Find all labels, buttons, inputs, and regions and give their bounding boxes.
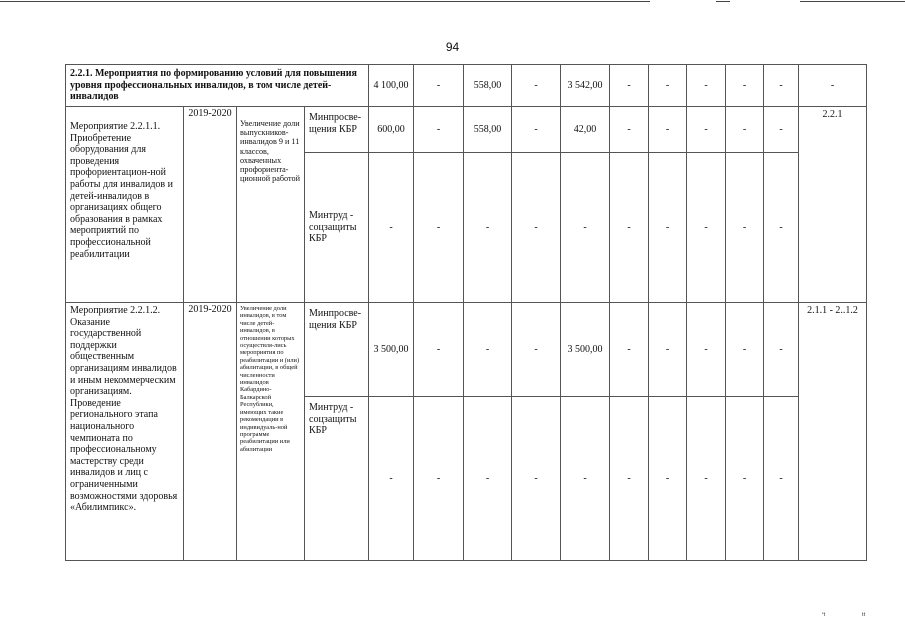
measure-years: 2019-2020 (184, 303, 237, 561)
measure-years: 2019-2020 (184, 107, 237, 303)
value-cell: - (561, 397, 610, 561)
value-cell: - (764, 303, 799, 397)
value-cell: - (649, 107, 687, 153)
executor-name: Минтруд - соцзащиты КБР (305, 153, 369, 303)
value-cell: - (414, 397, 464, 561)
top-rule-mid (716, 1, 730, 2)
value-cell: - (561, 153, 610, 303)
measure-name: Мероприятие 2.2.1.1. Приобретение оборудования для проведения профориентацион-ной работы для инвалидов и детей-инвалидов в организациях общего образования в рамках мероприятий по профессиональной реабилитации (66, 107, 184, 303)
section-row (66, 65, 867, 107)
value-cell: - (512, 303, 561, 397)
executor-name: Минпросве-щения КБР (305, 303, 369, 397)
value-cell: - (726, 107, 764, 153)
program-table (65, 64, 867, 561)
section-value: - (610, 65, 649, 107)
value-cell: - (464, 397, 512, 561)
value-cell: - (414, 303, 464, 397)
value-cell: - (369, 397, 414, 561)
section-value: - (726, 65, 764, 107)
value-cell: - (512, 397, 561, 561)
section-value: - (414, 65, 464, 107)
value-cell: - (764, 107, 799, 153)
page-number: 94 (445, 40, 460, 54)
value-cell: - (687, 107, 726, 153)
table-row (66, 303, 867, 397)
value-cell: 3 500,00 (369, 303, 414, 397)
value-cell: 42,00 (561, 107, 610, 153)
indicator-code: 2.1.1 - 2..1.2 (799, 303, 867, 561)
value-cell: - (414, 153, 464, 303)
value-cell: - (369, 153, 414, 303)
measure-indicator: Увеличение доли выпускников-инвалидов 9 и 11 классов, охваченных профориента-ционной работой (237, 107, 305, 303)
value-cell: - (610, 397, 649, 561)
section-value: - (687, 65, 726, 107)
value-cell: 558,00 (464, 107, 512, 153)
measure-name: Мероприятие 2.2.1.2. Оказание государственной поддержки общественным организациям инвалидов и иным некоммерческим организациям. Проведение регионального этапа национального чемпионата по профессиональному мастерству среди инвалидов и лиц с ограниченными возможностями здоровья «Абилимпикс». (66, 303, 184, 561)
measure-indicator: Увеличение доли инвалидов, в том числе детей-инвалидов, в отношении которых осуществля-лись мероприятия по реабилитации и (или) абилитации, в общей численности инвалидов Кабардино-Балкарской Республики, имеющих такие рекомендации в индивидуаль-ной программе реабилитации или абилитации (237, 303, 305, 561)
value-cell: - (726, 303, 764, 397)
value-cell: - (414, 107, 464, 153)
value-cell: - (610, 107, 649, 153)
top-rule-left (0, 1, 650, 2)
value-cell: - (649, 153, 687, 303)
value-cell: - (649, 397, 687, 561)
indicator-code: 2.2.1 (799, 107, 867, 303)
value-cell: - (726, 153, 764, 303)
value-cell: - (610, 153, 649, 303)
value-cell: - (610, 303, 649, 397)
section-value: - (649, 65, 687, 107)
value-cell: - (764, 153, 799, 303)
footer-mark: ʻᵗ (822, 611, 826, 620)
value-cell: 3 500,00 (561, 303, 610, 397)
value-cell: - (512, 153, 561, 303)
section-value: 4 100,00 (369, 65, 414, 107)
section-title: 2.2.1. Мероприятия по формированию условий для повышения уровня профессиональных инвалидов, в том числе детей-инвалидов (66, 65, 369, 107)
value-cell: - (726, 397, 764, 561)
section-value: - (799, 65, 867, 107)
executor-name: Минтруд - соцзащиты КБР (305, 397, 369, 561)
value-cell: - (649, 303, 687, 397)
footer-mark: ᵗᵗ (862, 611, 866, 620)
section-value: 558,00 (464, 65, 512, 107)
value-cell: - (687, 303, 726, 397)
section-value: - (512, 65, 561, 107)
section-value: - (764, 65, 799, 107)
value-cell: - (464, 153, 512, 303)
table-row (66, 107, 867, 153)
value-cell: - (764, 397, 799, 561)
value-cell: - (687, 153, 726, 303)
section-value: 3 542,00 (561, 65, 610, 107)
value-cell: - (512, 107, 561, 153)
executor-name: Минпросве-щения КБР (305, 107, 369, 153)
top-rule-right (800, 1, 905, 2)
value-cell: - (687, 397, 726, 561)
value-cell: - (464, 303, 512, 397)
value-cell: 600,00 (369, 107, 414, 153)
